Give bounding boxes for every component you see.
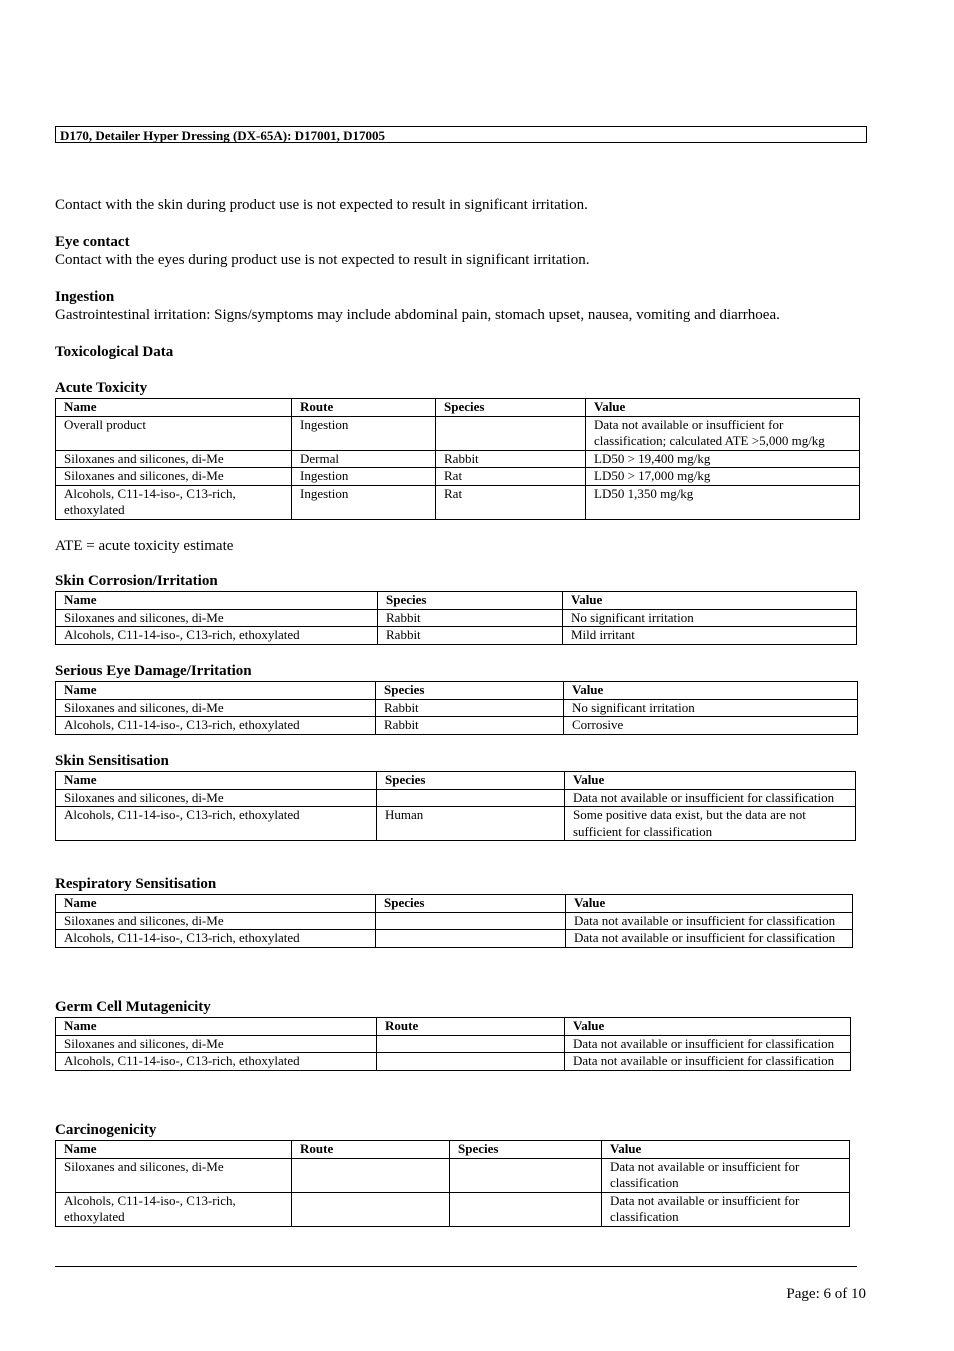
cell: Rat bbox=[436, 485, 586, 519]
cell: Alcohols, C11-14-iso-, C13-rich, ethoxylated bbox=[56, 1053, 377, 1071]
cell: Data not available or insufficient for classification bbox=[566, 930, 853, 948]
ate-note: ATE = acute toxicity estimate bbox=[55, 538, 234, 554]
ingestion-heading: Ingestion bbox=[55, 289, 115, 305]
table-header-row bbox=[56, 895, 853, 913]
skin-contact-text: Contact with the skin during product use is not expected to result in significant irritation. bbox=[55, 197, 588, 213]
document-header: D170, Detailer Hyper Dressing (DX-65A): D17001, D17005 bbox=[55, 126, 867, 143]
table-row bbox=[56, 699, 858, 717]
column-header: Value bbox=[565, 1018, 851, 1036]
cell: Alcohols, C11-14-iso-, C13-rich, ethoxylated bbox=[56, 485, 292, 519]
respiratory-sensitisation-heading: Respiratory Sensitisation bbox=[55, 876, 217, 892]
table-row bbox=[56, 468, 860, 486]
cell: Alcohols, C11-14-iso-, C13-rich, ethoxylated bbox=[56, 627, 378, 645]
table-row bbox=[56, 627, 857, 645]
table-header-row bbox=[56, 682, 858, 700]
cell: Human bbox=[377, 807, 565, 841]
cell: Rabbit bbox=[378, 627, 563, 645]
column-header: Value bbox=[602, 1141, 850, 1159]
column-header: Value bbox=[586, 399, 860, 417]
column-header: Species bbox=[376, 895, 566, 913]
table-row bbox=[56, 807, 856, 841]
column-header: Species bbox=[450, 1141, 602, 1159]
cell: Siloxanes and silicones, di-Me bbox=[56, 1158, 292, 1192]
column-header: Name bbox=[56, 1141, 292, 1159]
column-header: Name bbox=[56, 399, 292, 417]
cell bbox=[292, 1192, 450, 1226]
acute-toxicity-table bbox=[55, 398, 860, 520]
cell: Rat bbox=[436, 468, 586, 486]
germ-cell-table bbox=[55, 1017, 851, 1071]
cell: Overall product bbox=[56, 416, 292, 450]
skin-corrosion-table bbox=[55, 591, 857, 645]
column-header: Value bbox=[563, 592, 857, 610]
column-header: Species bbox=[436, 399, 586, 417]
cell: Rabbit bbox=[376, 717, 564, 735]
cell: Dermal bbox=[292, 450, 436, 468]
carcinogenicity-heading: Carcinogenicity bbox=[55, 1122, 157, 1138]
eye-damage-heading: Serious Eye Damage/Irritation bbox=[55, 663, 252, 679]
skin-corrosion-heading: Skin Corrosion/Irritation bbox=[55, 573, 218, 589]
carcinogenicity-table bbox=[55, 1140, 850, 1227]
skin-sensitisation-heading: Skin Sensitisation bbox=[55, 753, 169, 769]
column-header: Name bbox=[56, 592, 378, 610]
table-row bbox=[56, 912, 853, 930]
cell: Alcohols, C11-14-iso-, C13-rich, ethoxylated bbox=[56, 717, 376, 735]
cell: Data not available or insufficient for classification; calculated ATE >5,000 mg/kg bbox=[586, 416, 860, 450]
cell: Data not available or insufficient for classification bbox=[565, 1053, 851, 1071]
cell: Ingestion bbox=[292, 485, 436, 519]
column-header: Route bbox=[377, 1018, 565, 1036]
cell bbox=[450, 1192, 602, 1226]
table-row bbox=[56, 1192, 850, 1226]
table-header-row bbox=[56, 772, 856, 790]
table-row bbox=[56, 717, 858, 735]
ingestion-text: Gastrointestinal irritation: Signs/symptoms may include abdominal pain, stomach upset, nausea, vomiting and diarrhoea. bbox=[55, 307, 780, 323]
cell bbox=[436, 416, 586, 450]
germ-cell-heading: Germ Cell Mutagenicity bbox=[55, 999, 211, 1015]
cell: Data not available or insufficient for classification bbox=[602, 1192, 850, 1226]
column-header: Route bbox=[292, 1141, 450, 1159]
cell: Alcohols, C11-14-iso-, C13-rich, ethoxylated bbox=[56, 1192, 292, 1226]
eye-contact-text: Contact with the eyes during product use is not expected to result in significant irritation. bbox=[55, 252, 590, 268]
page-number: Page: 6 of 10 bbox=[786, 1286, 866, 1302]
table-row bbox=[56, 450, 860, 468]
table-row bbox=[56, 1053, 851, 1071]
cell: Alcohols, C11-14-iso-, C13-rich, ethoxylated bbox=[56, 807, 377, 841]
cell: LD50 > 19,400 mg/kg bbox=[586, 450, 860, 468]
cell: Data not available or insufficient for classification bbox=[565, 1035, 851, 1053]
column-header: Route bbox=[292, 399, 436, 417]
eye-damage-table bbox=[55, 681, 858, 735]
cell: Rabbit bbox=[378, 609, 563, 627]
column-header: Species bbox=[376, 682, 564, 700]
table-row bbox=[56, 485, 860, 519]
footer-divider bbox=[55, 1266, 857, 1267]
table-header-row bbox=[56, 1018, 851, 1036]
cell: Siloxanes and silicones, di-Me bbox=[56, 609, 378, 627]
cell: Alcohols, C11-14-iso-, C13-rich, ethoxylated bbox=[56, 930, 376, 948]
column-header: Value bbox=[566, 895, 853, 913]
respiratory-sensitisation-table bbox=[55, 894, 853, 948]
cell: Data not available or insufficient for classification bbox=[602, 1158, 850, 1192]
toxicological-data-heading: Toxicological Data bbox=[55, 344, 174, 360]
cell: Siloxanes and silicones, di-Me bbox=[56, 468, 292, 486]
cell bbox=[377, 1053, 565, 1071]
cell: Rabbit bbox=[376, 699, 564, 717]
cell bbox=[377, 1035, 565, 1053]
cell: Data not available or insufficient for classification bbox=[565, 789, 856, 807]
cell bbox=[376, 930, 566, 948]
acute-toxicity-heading: Acute Toxicity bbox=[55, 380, 148, 396]
cell: Siloxanes and silicones, di-Me bbox=[56, 450, 292, 468]
cell: No significant irritation bbox=[564, 699, 858, 717]
table-header-row bbox=[56, 399, 860, 417]
table-header-row bbox=[56, 1141, 850, 1159]
table-row bbox=[56, 789, 856, 807]
cell bbox=[292, 1158, 450, 1192]
table-row bbox=[56, 1158, 850, 1192]
cell: Data not available or insufficient for classification bbox=[566, 912, 853, 930]
table-row bbox=[56, 1035, 851, 1053]
eye-contact-heading: Eye contact bbox=[55, 234, 130, 250]
table-row bbox=[56, 416, 860, 450]
cell bbox=[377, 789, 565, 807]
cell: Ingestion bbox=[292, 468, 436, 486]
cell: Siloxanes and silicones, di-Me bbox=[56, 699, 376, 717]
cell: Mild irritant bbox=[563, 627, 857, 645]
column-header: Value bbox=[565, 772, 856, 790]
column-header: Name bbox=[56, 682, 376, 700]
table-row bbox=[56, 930, 853, 948]
skin-sensitisation-table bbox=[55, 771, 856, 841]
cell: LD50 > 17,000 mg/kg bbox=[586, 468, 860, 486]
column-header: Value bbox=[564, 682, 858, 700]
cell: Rabbit bbox=[436, 450, 586, 468]
cell bbox=[450, 1158, 602, 1192]
cell: Corrosive bbox=[564, 717, 858, 735]
cell: Ingestion bbox=[292, 416, 436, 450]
table-row bbox=[56, 609, 857, 627]
cell: Some positive data exist, but the data are not sufficient for classification bbox=[565, 807, 856, 841]
cell: LD50 1,350 mg/kg bbox=[586, 485, 860, 519]
column-header: Name bbox=[56, 895, 376, 913]
cell: Siloxanes and silicones, di-Me bbox=[56, 912, 376, 930]
column-header: Name bbox=[56, 772, 377, 790]
cell: No significant irritation bbox=[563, 609, 857, 627]
column-header: Species bbox=[378, 592, 563, 610]
column-header: Name bbox=[56, 1018, 377, 1036]
column-header: Species bbox=[377, 772, 565, 790]
cell: Siloxanes and silicones, di-Me bbox=[56, 1035, 377, 1053]
cell bbox=[376, 912, 566, 930]
table-header-row bbox=[56, 592, 857, 610]
cell: Siloxanes and silicones, di-Me bbox=[56, 789, 377, 807]
